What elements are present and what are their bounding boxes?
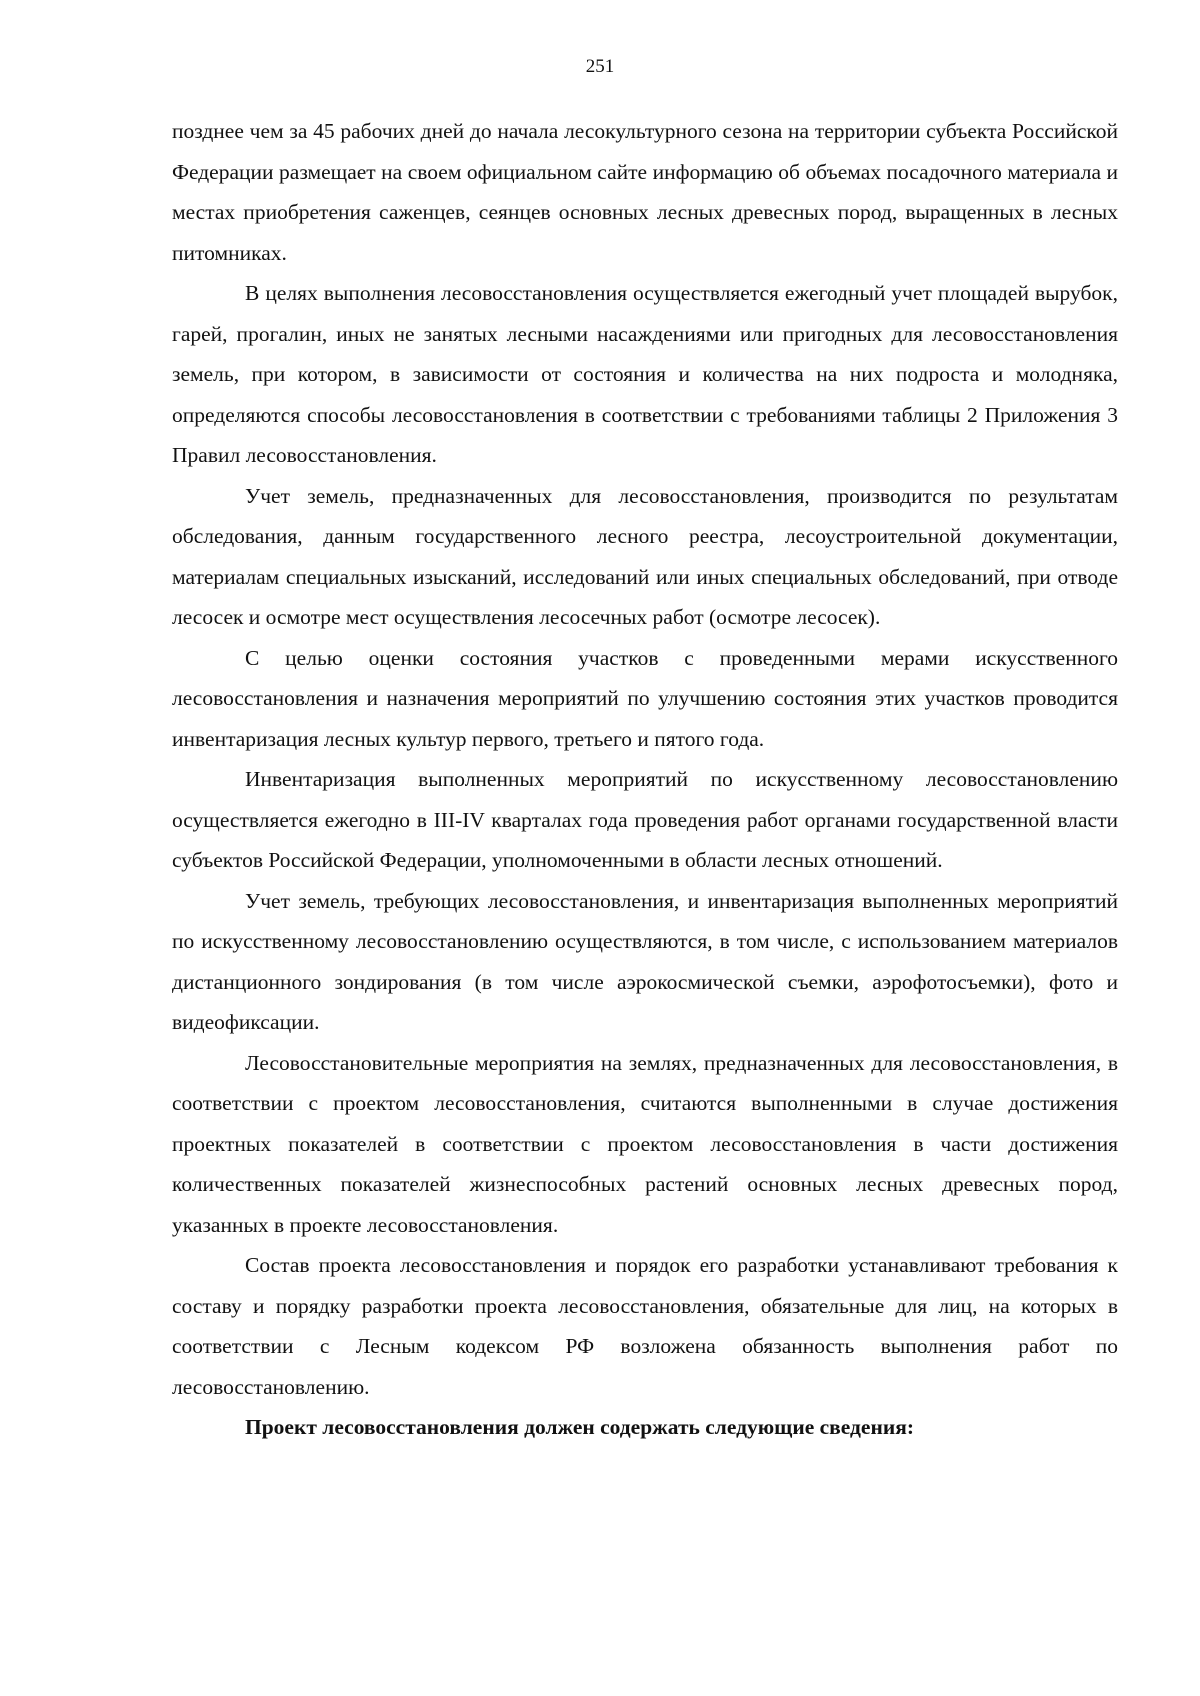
paragraph-land-accounting: Учет земель, предназначенных для лесовосстановления, производится по результатам обследования, данным государственного лесного реестра, лесоустроительной документации, материалам специальных изысканий, исследований или иных специальных обследований, при отводе лесосек и осмотре мест осуществления лесосечных работ (осмотре лесосек). [172,483,1118,629]
paragraph-completion-criteria: Лесовосстановительные мероприятия на землях, предназначенных для лесовосстановления, в соответствии с проектом лесовосстановления, считаются выполненными в случае достижения проектных показателей в соответствии с проектом лесовосстановления в части достижения количественных показателей жизнеспособных растений основных лесных древесных пород, указанных в проекте лесовосстановления. [172,1050,1118,1237]
body-text [172,111,1118,1448]
paragraph-remote-sensing: Учет земель, требующих лесовосстановления, и инвентаризация выполненных мероприятий по искусственному лесовосстановлению осуществляются, в том числе, с использованием материалов дистанционного зондирования (в том числе аэрокосмической съемки, аэрофотосъемки), фото и видеофиксации. [172,888,1118,1034]
paragraph-inventory-purpose: С целью оценки состояния участков с проведенными мерами искусственного лесовосстановления и назначения мероприятий по улучшению состояния этих участков проводится инвентаризация лесных культур первого, третьего и пятого года. [172,645,1118,751]
paragraph-project-requirements: Состав проекта лесовосстановления и порядок его разработки устанавливают требования к составу и порядку разработки проекта лесовосстановления, обязательные для лиц, на которых в соответствии с Лесным кодексом РФ возложена обязанность выполнения работ по лесовосстановлению. [172,1253,1118,1399]
page-number: 251 [585,56,615,77]
section-heading: Проект лесовосстановления должен содержать следующие сведения: [245,1415,915,1439]
paragraph-annual-accounting: В целях выполнения лесовосстановления осуществляется ежегодный учет площадей вырубок, гарей, прогалин, иных не занятых лесными насаждениями или пригодных для лесовосстановления земель, при котором, в зависимости от состояния и количества на них подроста и молодняка, определяются способы лесовосстановления в соответствии с требованиями таблицы 2 Приложения 3 Правил лесовосстановления. [172,281,1118,467]
paragraph-continuation: позднее чем за 45 рабочих дней до начала лесокультурного сезона на территории субъекта Российской Федерации размещает на своем официальном сайте информацию об объемах посадочного материала и местах приобретения саженцев, сеянцев основных лесных древесных пород, выращенных в лесных питомниках. [172,119,1118,265]
paragraph-inventory-schedule: Инвентаризация выполненных мероприятий по искусственному лесовосстановлению осуществляется ежегодно в III-IV кварталах года проведения работ органами государственной власти субъектов Российской Федерации, уполномоченными в области лесных отношений. [172,767,1118,872]
